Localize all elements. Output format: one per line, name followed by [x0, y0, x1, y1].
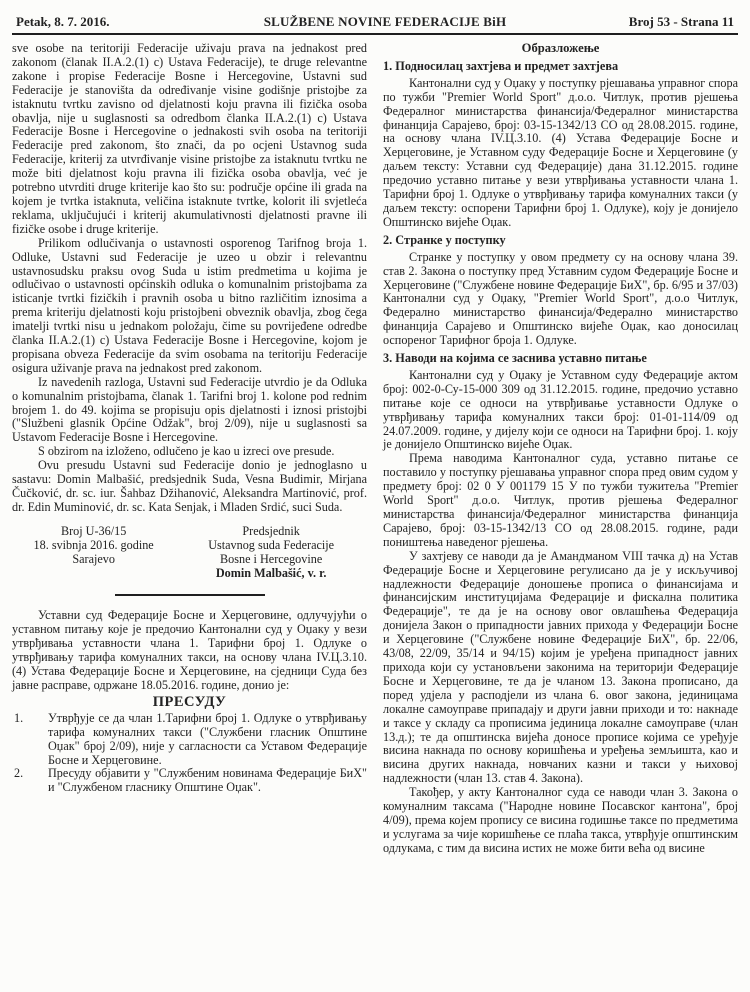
section-divider: [115, 594, 265, 596]
paragraph: Ovu presudu Ustavni sud Federacije donio je jednoglasno u sastavu: Domin Malbašić, predsjednik Suda, Vesna Budimir, Mirjana Čučković, dr. sc. iur. Šahbaz Džihanović, Aleksandra Martinović, prof. dr. Edin Muminović, dr. sc. Kata Senjak, i Mladen Srdić, suci Suda.: [12, 458, 367, 514]
paragraph: sve osobe na teritoriji Federacije uživaju prava na jednakost pred zakonom (članak II.A.2.(1) c) Ustava Federacije), te druge relevantne zakone i propise Federacije Bosne i Hercegovine, Ustavni sud Federacije je stanovišta da određivanje visine godišnje pristojbe za istaknutu tvrtku zavisno od djelatnosti koju pravna ili fizička osoba obavlja, nije u suglasnosti sa odredbom članka II.A.2.(1) c) Ustava Federacije Bosne i Hercegovine o jednakosti svih osoba na teritoriji Federacije pred zakonom, što znači, da po ocjeni Ustavnog suda Federacije, kriterij za utvrđivanje visine pristojbe za istaknutu tvrtku ne može biti djelatnost koju pravna ili fizička osoba obavlja, već je potrebno utvrditi druge kriterije kao što su: područje općine ili grada na kojem je tvrtka istaknuta, veličina istaknute tvrtke, kolorit ili svjetleća reklama, uključujući i kriterij akumulativnosti djelatnosti pravne ili fizičke osobe i druge kriterije.: [12, 41, 367, 236]
paragraph: Странке у поступку у овом предмету су на основу члана 39. став 2. Закона о поступку пред Уставним судом Федерације Босне и Херцеговине ("Службене новине Федерације БиХ", бр. 6/95 и 37/03) Кантонални суд у Оџаку, "Premier World Sport", д.о.о Читлук, Федерално министарство финансија/Федерално министарство финанција Сарајево и Општинско вијеће Оџак, као доносилац оспореног Тарифног броја 1. Одлуке.: [383, 249, 738, 348]
header-page-number: Broj 53 - Strana 11: [628, 14, 734, 29]
verdict-item-text: Утврђује се да члан 1.Тарифни број 1. Одлуке о утврђивању тарифа комуналних такси ("Службени гласник Општине Оџак" број 2/09), није у сагласности са Уставом Федерације Босне и Херцеговине.: [48, 710, 367, 767]
verdict-item-number: 2.: [14, 766, 24, 781]
paragraph: Такођер, у акту Кантоналног суда се наводи члан 3. Закона о комуналним таксама ("Народне новине Посавског кантона", број 4/09), према којем пропису се висина годишње таксе по предметима и услугама за чије коришћење се плаћа такса, утврђује општинским одлукама, с тим да висина истих не може бити већа од висине: [383, 785, 738, 855]
verdict-intro-paragraph: Уставни суд Федерације Босне и Херцеговине, одлучујући о уставном питању које је предочио Кантонални суд у Оџаку у вези утврђивања уставности члана 1. Тарифни број 1. Одлуке о утврђивању тарифа комуналних такси, на основу члана IV.Ц.3.10.(4) Устава Федерације Босне и Херцеговине, на сједници Суда без јавне расправе, одржане 18.05.2016. године, донио је:: [12, 608, 367, 692]
signature-officer: [175, 525, 367, 581]
section-heading-1: 1. Подносилац захтјева и предмет захтјева: [383, 58, 619, 73]
decision-date: 18. svibnja 2016. godine: [33, 537, 154, 552]
paragraph: Према наводима Кантоналног суда, уставно питање се поставило у поступку рјешавања управног спора пред овим судом у предмету број: 02 0 У 001179 15 У по тужби тужитеља "Premier World Sport" д.о.о. Читлук, против рјешења Федералног министарства финансија/Федералног министарства финанција Сарајево, број: 03-15-1342/13 СО од 28.08.2015. године, ради поништења наведеног рјешења.: [383, 451, 738, 549]
right-column: [383, 42, 738, 856]
section-heading-3: 3. Наводи на којима се заснива уставно питање: [383, 351, 647, 366]
verdict-list: [12, 712, 367, 795]
paragraph: Prilikom odlučivanja o ustavnosti osporenog Tarifnog broja 1. Odluke, Ustavni sud Federacije je uzeo u obzir i relevantnu ustavnosudsku praksu ovog Suda u istim predmetima u kojima je odlučivao o ustavnosti općinskih odluka o komunalnim pristojbama za isticanje tvrtki fizičkih i pravnih osoba u bitno različitim iznosima a prema kriteriju djelatnosti koju pristojbeni obveznik obavlja, zbog čega imatelji tvrtki nisu u jednakom položaju, čime su povrijeđene odredbe članka II.A.2.(1) c) Ustava Federacije Bosne i Hercegovine, kojom je propisana obveza Federacije da svim osobama na teritoriju Federacije osigura uživanje prava na jednakost pred zakonom.: [12, 235, 367, 375]
signature-block: [12, 525, 367, 581]
paragraph: Кантонални суд у Оџаку у поступку рјешавања управног спора по тужби "Premier World Sport" д.о.о. Читлук, против рјешења Федералног министарства финансија/Федералног министарства финанција Сарајево, број: 03-15-1342/13 СО од 28.08.2015. године, на основу члана IV.Ц.3.10. (4) Устава Федерације Босне и Херцеговине, је Уставном суду Федерације Босне и Херцеговине (у даљем тексту: Уставни суд Федерације) дана 31.12.2015. године предочио уставно питање у вези утврђивања уставности члана 1. Тарифни број 1. Одлуке о утврђивању тарифа комуналних такси (у даљем тексту: оспорени Тарифни број 1. Одлуке), коју је донијело Општинско вијеће Оџак.: [383, 75, 738, 229]
officer-name: Domin Malbašić, v. r.: [215, 565, 327, 580]
rationale-heading: Образложење: [521, 41, 600, 55]
verdict-heading: ПРЕСУДУ: [152, 693, 227, 710]
paragraph: Iz navedenih razloga, Ustavni sud Federacije utvrdio je da Odluka o komunalnim pristojbama, članak 1. Tarifni broj 1. kolone pod rednim brojem 1. do 49. kojima se propisuju opis djelatnosti i iznosi pristojbi ("Službeni glasnik Općine Odžak", broj 2/09), nije u suglasnosti sa Ustavom Federacije Bosne i Hercegovine.: [12, 374, 367, 445]
running-header: [12, 10, 738, 35]
officer-institution-2: Bosne i Hercegovine: [220, 551, 323, 566]
verdict-item: [12, 712, 367, 768]
case-number: Broj U-36/15: [60, 523, 127, 538]
paragraph: У захтјеву се наводи да је Амандманом VIII тачка д) на Устав Федерације Босне и Херцеговине регулисано да је у искључивој надлежности Федерације доношење прописа о финансијама и финансијским институцијама Федерације и фискална политика Федерације", те да је на основу овог овлашћења Федерација донијела Закон о припадности јавних прихода у Федерацији Босне и Херцеговине ("Службене новине Федерације БиХ", бр. 22/06, 43/08, 22/09, 35/14 и 94/15) којим је уређена припадност јавних прихода који су установљени законима на територији Федерације Босне и Херцеговине, те да је чланом 13. Закона прописано, да поред удјела у расподјели из члана 6. овог закона, јединицама локалне самоуправе припадају и други јавни приходи и то: накнаде и таксе у складу са прописима јединица локалне самоуправе (члан 13.д.); те да општинска вијећа доносе прописе којима се уређује висина накнада по основу коришћења и уређења земљишта, као и висина других накнада, новчаних казни и такси у њиховој надлежности (члан 13. став 4. Закона).: [383, 548, 738, 786]
signature-case-info: [12, 525, 175, 581]
verdict-item-number: 1.: [14, 710, 24, 725]
section-heading-2: 2. Странке у поступку: [383, 232, 506, 247]
header-date: Petak, 8. 7. 2016.: [16, 14, 110, 29]
left-column: [12, 42, 367, 856]
officer-title: Predsjednik: [242, 523, 300, 538]
header-title: SLUŽBENE NOVINE FEDERACIJE BiH: [263, 14, 507, 29]
paragraph: S obzirom na izloženo, odlučeno je kao u izreci ove presude.: [38, 444, 335, 459]
two-column-body: [12, 35, 738, 856]
officer-institution: Ustavnog suda Federacije: [208, 537, 335, 552]
verdict-item-text: Пресуду објавити у "Службеним новинама Федерације БиХ" и "Службеном гласнику Општине Оџак".: [48, 766, 367, 795]
paragraph: Кантонални суд у Оџаку је Уставном суду Федерације актом број: 002-0-Су-15-000 309 од 31.12.2015. године, предочио уставно питање које се односи на утврђивање уставности Одлуке о утврђивању тарифа комуналних такси број: 01-01-114/09 од 24.07.2009. године, у дијелу који се односи на Тарифни број. 1. коју је донијело Општинско вијеће Оџак.: [383, 367, 738, 452]
verdict-item: [12, 767, 367, 795]
decision-place: Sarajevo: [72, 551, 115, 566]
